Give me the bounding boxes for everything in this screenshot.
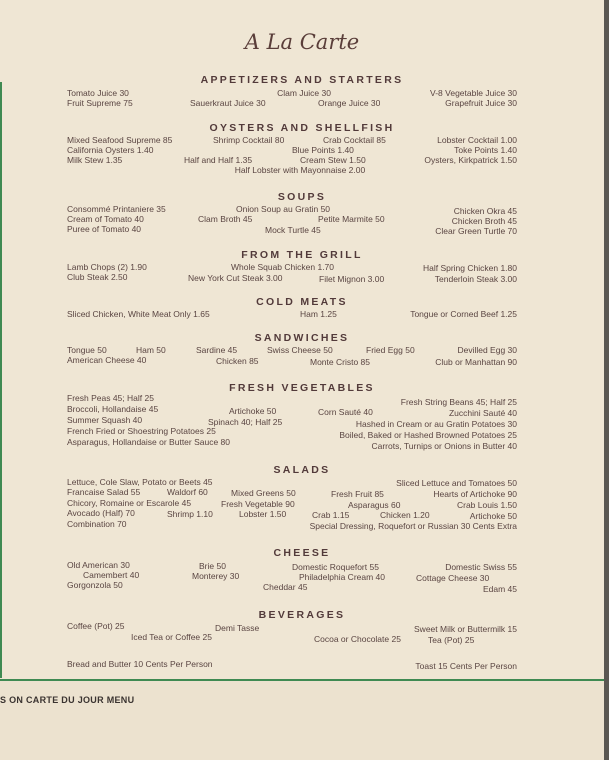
menu-item: Sweet Milk or Buttermilk 15 xyxy=(414,624,517,634)
menu-item: Avocado (Half) 70 xyxy=(67,508,135,518)
menu-item: Sardine 45 xyxy=(196,345,238,355)
menu-item: Combination 70 xyxy=(67,519,127,529)
menu-item: Toke Points 1.40 xyxy=(454,145,517,155)
menu-item: Crab Cocktail 85 xyxy=(323,135,386,145)
menu-item: Artichoke 50 xyxy=(469,511,517,521)
menu-item: Swiss Cheese 50 xyxy=(267,345,333,355)
menu-item: Ham 50 xyxy=(136,345,166,355)
menu-item: Tenderloin Steak 3.00 xyxy=(434,274,517,284)
menu-item: Fresh String Beans 45; Half 25 xyxy=(400,397,517,407)
section-heading-beverages: BEVERAGES xyxy=(258,609,346,621)
menu-item: Orange Juice 30 xyxy=(318,98,381,108)
menu-item: Camembert 40 xyxy=(83,570,140,580)
menu-item: Blue Points 1.40 xyxy=(292,145,354,155)
menu-item: Fruit Supreme 75 xyxy=(67,98,133,108)
menu-item: Clear Green Turtle 70 xyxy=(435,226,517,236)
section-heading-cheese: CHEESE xyxy=(273,547,331,559)
menu-item: Cottage Cheese 30 xyxy=(416,573,490,583)
menu-item: Whole Squab Chicken 1.70 xyxy=(231,262,335,272)
section-heading-soups: SOUPS xyxy=(277,191,327,203)
menu-item: Sliced Lettuce and Tomatoes 50 xyxy=(396,478,517,488)
menu-item: Clam Broth 45 xyxy=(198,214,253,224)
menu-item: Corn Sauté 40 xyxy=(318,407,373,417)
menu-item: Special Dressing, Roquefort or Russian 30 Cents Extra xyxy=(309,521,517,531)
menu-item: Hearts of Artichoke 90 xyxy=(433,489,517,499)
menu-item: Mock Turtle 45 xyxy=(265,225,321,235)
menu-item: Half and Half 1.35 xyxy=(184,155,253,165)
menu-item: Fried Egg 50 xyxy=(366,345,415,355)
menu-item: Tongue or Corned Beef 1.25 xyxy=(410,309,517,319)
menu-item: Half Lobster with Mayonnaise 2.00 xyxy=(234,165,366,175)
menu-item: New York Cut Steak 3.00 xyxy=(188,273,283,283)
menu-item: Fresh Fruit 85 xyxy=(331,489,384,499)
menu-item: Cheddar 45 xyxy=(263,582,308,592)
menu-item: Lobster 1.50 xyxy=(239,509,287,519)
menu-item: Brie 50 xyxy=(199,561,226,571)
menu-title: A La Carte xyxy=(244,30,360,54)
menu-item: Waldorf 60 xyxy=(167,487,208,497)
menu-item: Demi Tasse xyxy=(215,623,260,633)
menu-item: Carrots, Turnips or Onions in Butter 40 xyxy=(371,441,517,451)
menu-item: Asparagus, Hollandaise or Butter Sauce 80 xyxy=(67,437,231,447)
menu-item: California Oysters 1.40 xyxy=(67,145,154,155)
menu-item: Iced Tea or Coffee 25 xyxy=(131,632,212,642)
menu-item: Lettuce, Cole Slaw, Potato or Beets 45 xyxy=(67,477,213,487)
menu-item: Consommé Printaniere 35 xyxy=(67,204,166,214)
menu-item: Grapefruit Juice 30 xyxy=(445,98,517,108)
menu-item: Cocoa or Chocolate 25 xyxy=(314,634,401,644)
section-heading-oysters: OYSTERS AND SHELLFISH xyxy=(209,122,395,134)
menu-item: Sliced Chicken, White Meat Only 1.65 xyxy=(67,309,210,319)
menu-item: Mixed Seafood Supreme 85 xyxy=(67,135,173,145)
menu-item: Philadelphia Cream 40 xyxy=(299,572,385,582)
menu-item: Fresh Vegetable 90 xyxy=(221,499,295,509)
section-heading-cold-meats: COLD MEATS xyxy=(256,296,348,308)
menu-item: Tea (Pot) 25 xyxy=(428,635,475,645)
menu-item: Shrimp Cocktail 80 xyxy=(213,135,285,145)
green-border-left xyxy=(0,82,2,678)
menu-item: Hashed in Cream or au Gratin Potatoes 30 xyxy=(355,419,517,429)
menu-item: Coffee (Pot) 25 xyxy=(67,621,125,631)
menu-item: Gorgonzola 50 xyxy=(67,580,123,590)
section-heading-appetizers: APPETIZERS AND STARTERS xyxy=(200,74,404,86)
menu-item: Summer Squash 40 xyxy=(67,415,143,425)
menu-item: Asparagus 60 xyxy=(348,500,401,510)
menu-item: Puree of Tomato 40 xyxy=(67,224,142,234)
menu-item: Shrimp 1.10 xyxy=(167,509,213,519)
menu-item: Ham 1.25 xyxy=(300,309,337,319)
menu-item: Domestic Roquefort 55 xyxy=(292,562,379,572)
menu-item: Old American 30 xyxy=(67,560,130,570)
menu-item: Fresh Peas 45; Half 25 xyxy=(67,393,154,403)
menu-item: Chicken 85 xyxy=(216,356,259,366)
green-border-bottom xyxy=(0,679,604,681)
menu-item: Petite Marmite 50 xyxy=(318,214,385,224)
section-heading-vegetables: FRESH VEGETABLES xyxy=(229,382,375,394)
menu-item: Mixed Greens 50 xyxy=(231,488,296,498)
bottom-band xyxy=(0,680,604,760)
menu-item: Lamb Chops (2) 1.90 xyxy=(67,262,147,272)
menu-item: Cream of Tomato 40 xyxy=(67,214,144,224)
menu-item: Boiled, Baked or Hashed Browned Potatoes 25 xyxy=(339,430,517,440)
menu-item: Spinach 40; Half 25 xyxy=(208,417,283,427)
menu-item: Artichoke 50 xyxy=(229,406,277,416)
menu-item: Cream Stew 1.50 xyxy=(300,155,366,165)
menu-item: Chicken Okra 45 xyxy=(453,206,517,216)
menu-item: American Cheese 40 xyxy=(67,355,147,365)
menu-item: Club Steak 2.50 xyxy=(67,272,128,282)
menu-item: Sauerkraut Juice 30 xyxy=(190,98,266,108)
section-heading-salads: SALADS xyxy=(273,464,331,476)
menu-item: Monterey 30 xyxy=(192,571,240,581)
bread-note: Bread and Butter 10 Cents Per Person xyxy=(67,659,213,669)
menu-item: Clam Juice 30 xyxy=(277,88,331,98)
menu-item: Crab Louis 1.50 xyxy=(456,500,517,510)
menu-item: Devilled Egg 30 xyxy=(457,345,517,355)
menu-item: Half Spring Chicken 1.80 xyxy=(422,263,517,273)
menu-item: Filet Mignon 3.00 xyxy=(319,274,385,284)
section-heading-sandwiches: SANDWICHES xyxy=(254,332,350,344)
menu-item: Domestic Swiss 55 xyxy=(445,562,517,572)
menu-item: V-8 Vegetable Juice 30 xyxy=(430,88,517,98)
menu-item: Chicory, Romaine or Escarole 45 xyxy=(67,498,192,508)
menu-item: Chicken Broth 45 xyxy=(451,216,517,226)
menu-item: Tomato Juice 30 xyxy=(67,88,129,98)
menu-item: Onion Soup au Gratin 50 xyxy=(236,204,331,214)
menu-item: French Fried or Shoestring Potatoes 25 xyxy=(67,426,216,436)
menu-item: Club or Manhattan 90 xyxy=(435,357,517,367)
toast-note: Toast 15 Cents Per Person xyxy=(415,661,517,671)
menu-item: Crab 1.15 xyxy=(312,510,350,520)
menu-item: Zucchini Sauté 40 xyxy=(448,408,517,418)
menu-item: Oysters, Kirkpatrick 1.50 xyxy=(424,155,517,165)
menu-item: Milk Stew 1.35 xyxy=(67,155,123,165)
menu-item: Francaise Salad 55 xyxy=(67,487,141,497)
menu-item: Monte Cristo 85 xyxy=(310,357,370,367)
section-heading-grill: FROM THE GRILL xyxy=(241,249,363,261)
menu-item: Lobster Cocktail 1.00 xyxy=(437,135,517,145)
menu-item: Chicken 1.20 xyxy=(380,510,430,520)
menu-item: Edam 45 xyxy=(482,584,517,594)
carte-du-jour-strip: S ON CARTE DU JOUR MENU xyxy=(0,695,135,705)
menu-item: Broccoli, Hollandaise 45 xyxy=(67,404,159,414)
menu-item: Tongue 50 xyxy=(67,345,107,355)
